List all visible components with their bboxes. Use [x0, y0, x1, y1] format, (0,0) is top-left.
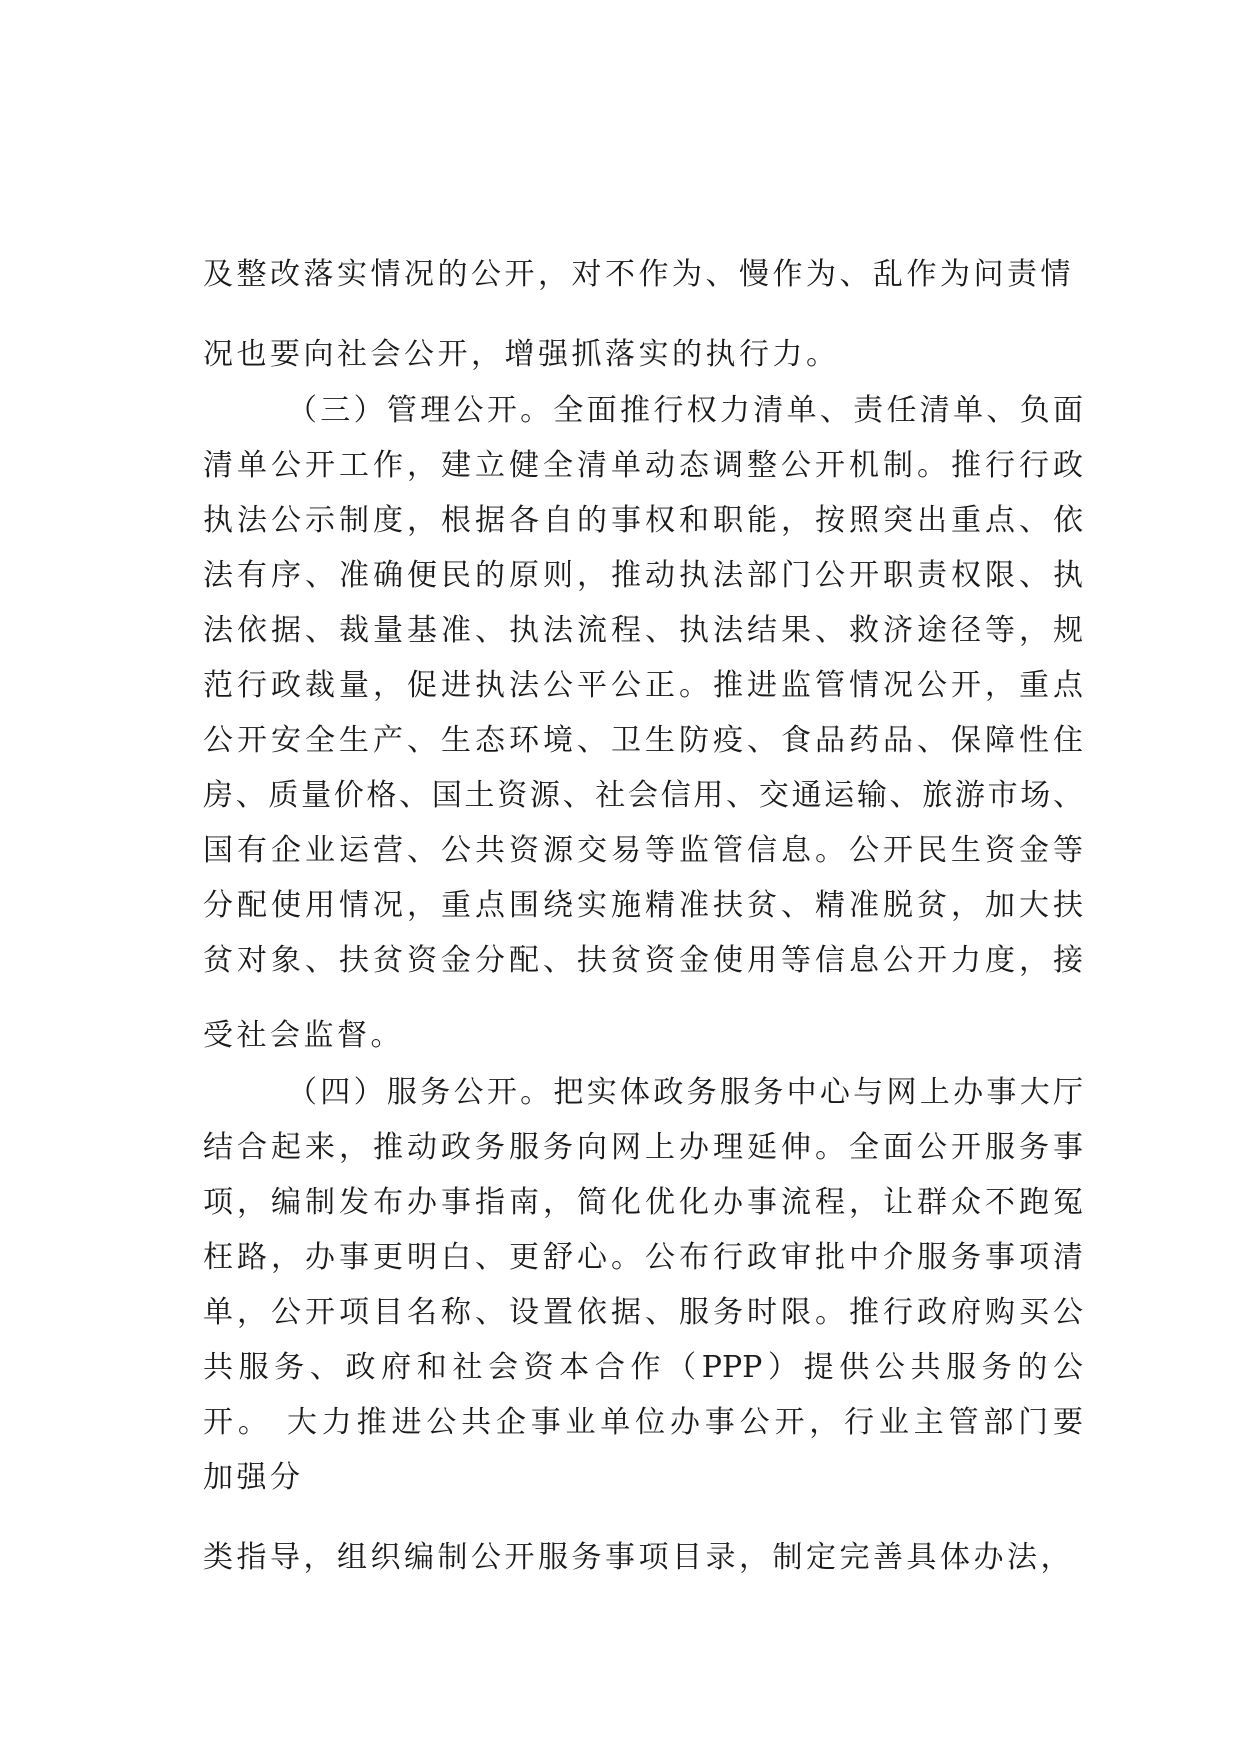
text-line: 开。 大力推进公共企事业单位办事公开，行业主管部门要	[203, 1405, 1083, 1440]
text-line: 国有企业运营、公共资源交易等监管信息。公开民生资金等	[203, 833, 1083, 868]
text-line: 枉路，办事更明白、更舒心。公布行政审批中介服务事项清	[203, 1240, 1083, 1275]
text-line: 及整改落实情况的公开，对不作为、慢作为、乱作为问责情	[203, 257, 1074, 292]
text-line: 法依据、裁量基准、执法流程、执法结果、救济途径等，规	[203, 613, 1083, 648]
text-line: 房、质量价格、国土资源、社会信用、交通运输、旅游市场、	[203, 778, 1083, 813]
paragraph-heading-line: （三）管理公开。全面推行权力清单、责任清单、负面	[287, 393, 1083, 428]
text-line: 贫对象、扶贫资金分配、扶贫资金使用等信息公开力度，接	[203, 943, 1083, 978]
text-line: 况也要向社会公开，增强抓落实的执行力。	[203, 337, 840, 372]
text-line: 清单公开工作，建立健全清单动态调整公开机制。推行行政	[203, 448, 1083, 483]
text-line: 法有序、准确便民的原则，推动执法部门公开职责权限、执	[203, 558, 1083, 593]
text-line: 公开安全生产、生态环境、卫生防疫、食品药品、保障性住	[203, 723, 1083, 758]
text-line: 受社会监督。	[203, 1018, 404, 1053]
text-line: 分配使用情况，重点围绕实施精准扶贫、精准脱贫，加大扶	[203, 888, 1083, 923]
text-line: 单，公开项目名称、设置依据、服务时限。推行政府购买公	[203, 1295, 1083, 1330]
text-line: 共服务、政府和社会资本合作（PPP）提供公共服务的公	[203, 1350, 1083, 1385]
paragraph-heading-line: （四）服务公开。把实体政务服务中心与网上办事大厅	[287, 1075, 1083, 1110]
text-line: 结合起来，推动政务服务向网上办理延伸。全面公开服务事	[203, 1130, 1083, 1165]
text-line: 范行政裁量，促进执法公平公正。推进监管情况公开，重点	[203, 668, 1083, 703]
text-line: 类指导，组织编制公开服务事项目录，制定完善具体办法，	[203, 1540, 1074, 1575]
text-line: 执法公示制度，根据各自的事权和职能，按照突出重点、依	[203, 503, 1083, 538]
text-line: 项，编制发布办事指南，简化优化办事流程，让群众不跑冤	[203, 1185, 1083, 1220]
text-line: 加强分	[203, 1460, 304, 1495]
